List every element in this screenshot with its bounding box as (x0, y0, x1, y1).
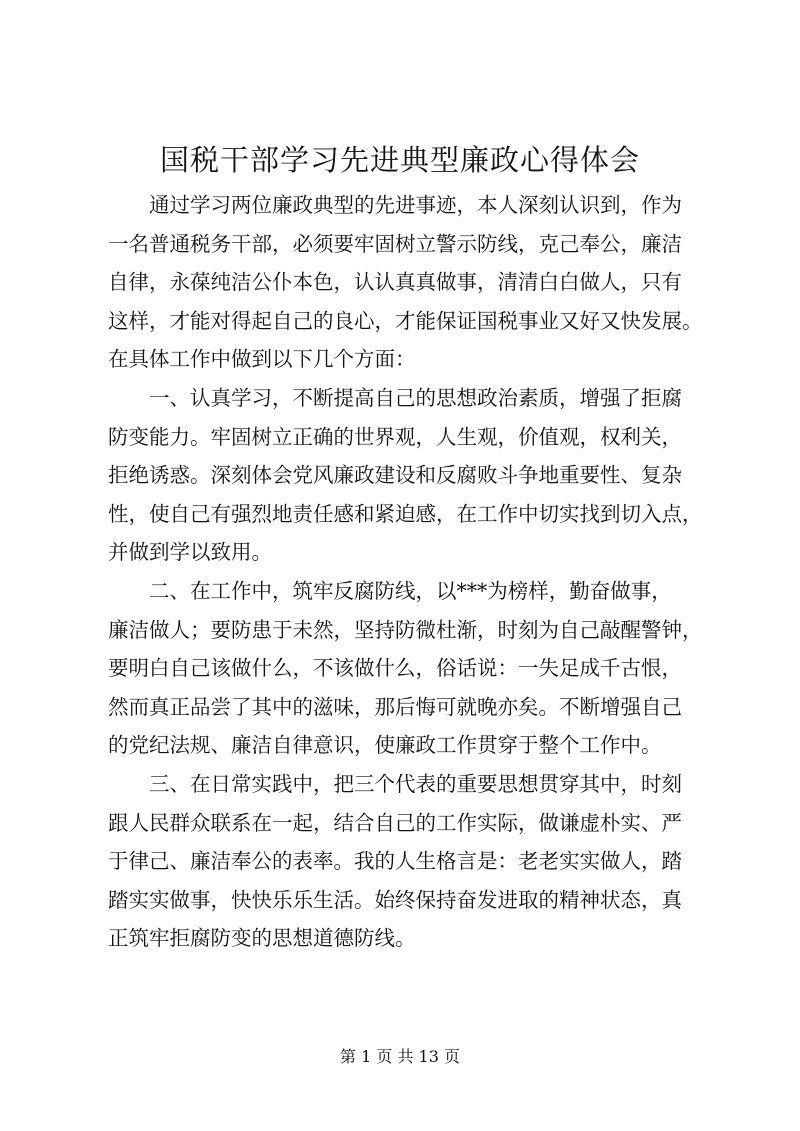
paragraph-line: 一名普通税务干部，必须要牢固树立警示防线，克己奉公，廉洁 (108, 231, 682, 256)
paragraph-line: 并做到学以致用。 (108, 540, 272, 565)
paragraph-line: 踏实实做事，快快乐乐生活。始终保持奋发进取的精神状态，真 (108, 887, 682, 912)
paragraph-line: 要明白自己该做什么，不该做什么，俗话说：一失足成千古恨， (108, 656, 682, 681)
paragraph-intro (108, 186, 712, 379)
paragraph-line: 的党纪法规、廉洁自律意识，使廉政工作贯穿于整个工作中。 (108, 733, 662, 758)
page-footer: 第 1 页 共 13 页 (340, 1047, 460, 1066)
paragraph-line: 然而真正品尝了其中的滋味，那后悔可就晚亦矣。不断增强自己 (108, 694, 682, 719)
paragraph-point-one (108, 379, 712, 572)
paragraph-line: 通过学习两位廉政典型的先进事迹，本人深刻认识到，作为 (149, 193, 682, 217)
paragraph-line: 二、在工作中，筑牢反腐防线，以***为榜样，勤奋做事， (149, 578, 672, 603)
paragraph-line: 跟人民群众联系在一起，结合自己的工作实际，做谦虚朴实、严 (108, 810, 682, 835)
paragraph-line: 廉洁做人；要防患于未然，坚持防微杜渐，时刻为自己敲醒警钟， (108, 617, 703, 642)
document-title: 国税干部学习先进典型廉政心得体会 (159, 143, 640, 177)
paragraph-line: 一、认真学习，不断提高自己的思想政治素质，增强了拒腐 (149, 385, 682, 410)
paragraph-line: 拒绝诱惑。深刻体会党风廉政建设和反腐败斗争地重要性、复杂 (108, 463, 682, 488)
paragraph-line: 性，使自己有强烈地责任感和紧迫感，在工作中切实找到切入点， (108, 501, 703, 526)
paragraph-line: 防变能力。牢固树立正确的世界观，人生观，价值观，权利关， (108, 424, 682, 449)
paragraph-line: 正筑牢拒腐防变的思想道德防线。 (108, 926, 416, 951)
paragraph-line: 自律，永葆纯洁公仆本色，认认真真做事，清清白白做人，只有 (108, 270, 682, 295)
paragraph-line: 这样，才能对得起自己的良心，才能保证国税事业又好又快发展。 (108, 308, 703, 333)
paragraph-line: 三、在日常实践中，把三个代表的重要思想贯穿其中，时刻 (149, 771, 682, 796)
paragraph-line: 于律己、廉洁奉公的表率。我的人生格言是：老老实实做人，踏 (108, 849, 682, 874)
paragraph-line: 在具体工作中做到以下几个方面： (108, 347, 416, 372)
paragraph-point-two (108, 572, 712, 765)
document-body (108, 186, 712, 958)
paragraph-point-three (108, 765, 712, 958)
